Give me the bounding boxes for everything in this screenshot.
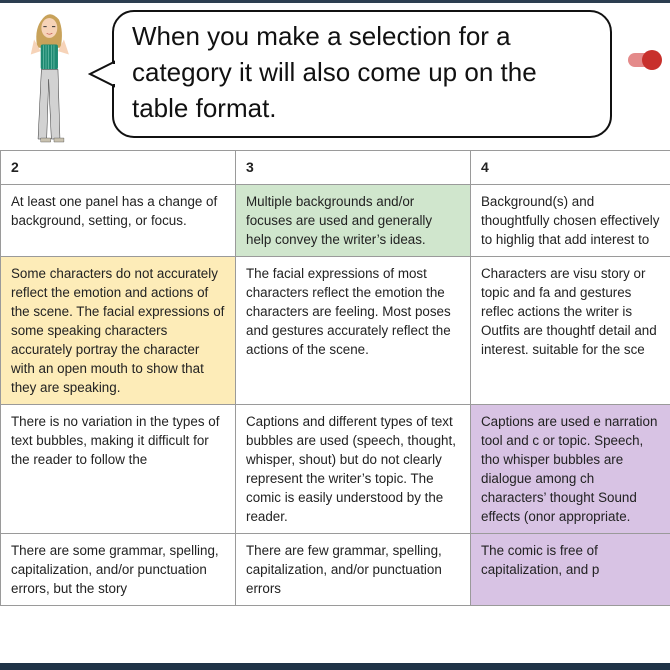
toggle-knob[interactable] xyxy=(642,50,662,70)
table-cell[interactable]: The facial expressions of most characters reflect the emotion the characters are feeling. Most poses and gestures accurately reflect the actions of the scene. xyxy=(236,257,471,405)
table-row xyxy=(1,185,670,257)
table-cell[interactable]: Background(s) and thoughtfully chosen effectively to highlig that add interest to xyxy=(471,185,670,257)
speech-bubble-text: When you make a selection for a category it will also come up on the table format. xyxy=(132,21,537,123)
column-header: 2 xyxy=(1,151,236,185)
speech-bubble-tail xyxy=(88,60,116,90)
rubric-table xyxy=(0,150,670,606)
column-header: 3 xyxy=(236,151,471,185)
table-cell[interactable]: Captions and different types of text bubbles are used (speech, thought, whisper, shout) but do not clearly represent the writer’s topic. The comic is easily understood by the reader. xyxy=(236,405,471,534)
table-header-row xyxy=(1,151,670,185)
table-cell[interactable]: There is no variation in the types of text bubbles, making it difficult for the reader to follow the xyxy=(1,405,236,534)
table-cell-selected[interactable]: The comic is free of capitalization, and p xyxy=(471,534,670,606)
table-row xyxy=(1,257,670,405)
table-cell[interactable]: There are some grammar, spelling, capitalization, and/or punctuation errors, but the story xyxy=(1,534,236,606)
table-cell[interactable]: At least one panel has a change of background, setting, or focus. xyxy=(1,185,236,257)
table-cell[interactable]: Characters are visu story or topic and fa and gestures reflec actions the writer is Outfits are thoughtf detail and interest. suitable for the sce xyxy=(471,257,670,405)
table-row xyxy=(1,405,670,534)
table-cell-selected[interactable]: Some characters do not accurately reflect the emotion and actions of the scene. The facial expressions of some speaking characters accurately portray the character with an open mouth to show that they are speaking. xyxy=(1,257,236,405)
table-cell-selected[interactable]: Captions are used e narration tool and c or topic. Speech, tho whisper bubbles are dialogue among ch characters’ thought Sound effects (onor appropriate. xyxy=(471,405,670,534)
column-header: 4 xyxy=(471,151,670,185)
table-cell[interactable]: There are few grammar, spelling, capitalization, and/or punctuation errors xyxy=(236,534,471,606)
avatar-character-illustration xyxy=(18,8,80,144)
table-cell-selected[interactable]: Multiple backgrounds and/or focuses are used and generally help convey the writer’s ideas. xyxy=(236,185,471,257)
toggle-switch[interactable] xyxy=(628,53,658,67)
table-row xyxy=(1,534,670,606)
